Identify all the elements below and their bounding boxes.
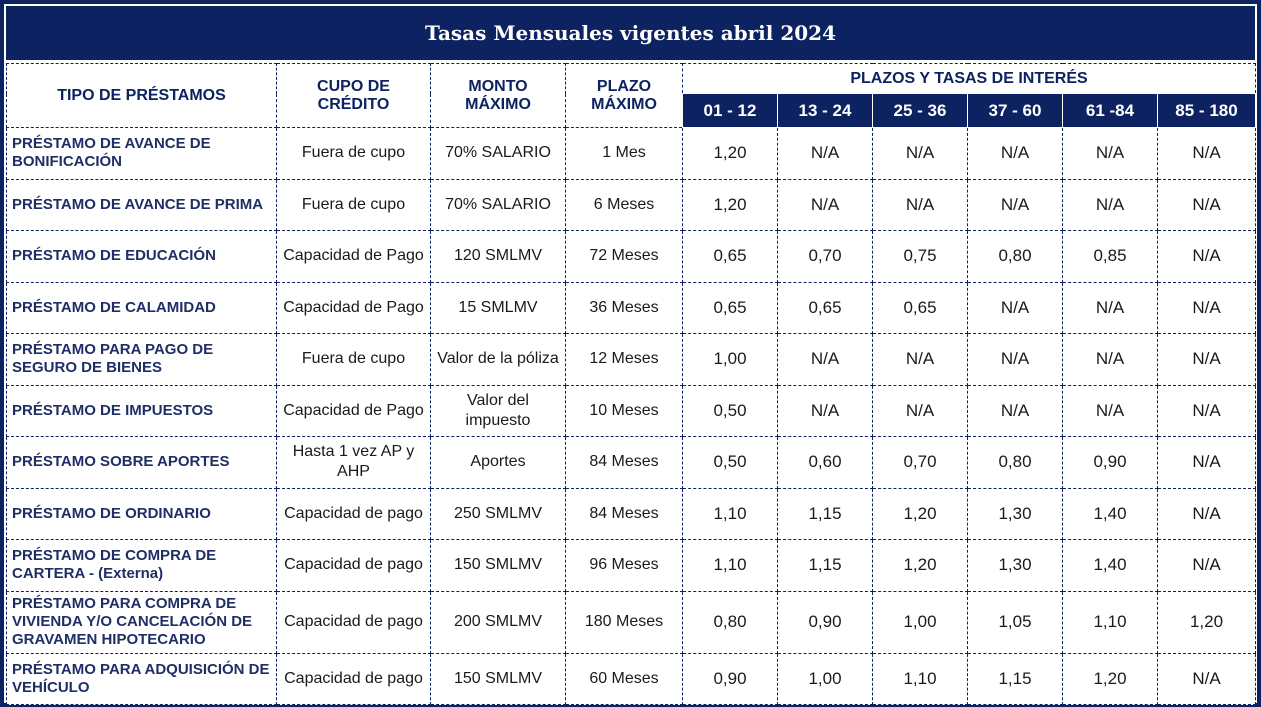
rate-cell: 1,00 [873,591,968,653]
monto-cell: 250 SMLMV [431,488,566,540]
header-plazo-range: 61 -84 [1063,94,1158,128]
rate-cell: N/A [1158,653,1256,705]
rate-cell: N/A [968,334,1063,386]
cupo-cell: Capacidad de pago [277,591,431,653]
header-plazo-range: 01 - 12 [683,94,778,128]
plazo-cell: 36 Meses [566,282,683,334]
rate-cell: 0,75 [873,231,968,283]
header-monto: MONTO MÁXIMO [431,64,566,128]
rate-cell: 0,90 [778,591,873,653]
table-container [4,4,1257,703]
table-row [7,334,1256,386]
rate-cell: N/A [778,385,873,437]
rate-cell: 1,20 [683,128,778,180]
plazo-cell: 84 Meses [566,437,683,489]
rate-cell: 0,90 [1063,437,1158,489]
rate-cell: 0,80 [683,591,778,653]
table-row [7,540,1256,592]
rate-cell: 1,40 [1063,488,1158,540]
loan-type-cell: PRÉSTAMO PARA COMPRA DE VIVIENDA Y/O CANCELACIÓN DE GRAVAMEN HIPOTECARIO [7,591,277,653]
rate-cell: N/A [1063,128,1158,180]
rate-cell: N/A [1158,231,1256,283]
table-row [7,128,1256,180]
rate-cell: N/A [873,128,968,180]
plazo-cell: 72 Meses [566,231,683,283]
rate-cell: N/A [1063,334,1158,386]
rate-cell: N/A [778,128,873,180]
rate-cell: N/A [1158,179,1256,231]
loan-type-cell: PRÉSTAMO PARA PAGO DE SEGURO DE BIENES [7,334,277,386]
rate-cell: 1,10 [1063,591,1158,653]
rate-cell: 0,65 [778,282,873,334]
loan-type-cell: PRÉSTAMO DE AVANCE DE BONIFICACIÓN [7,128,277,180]
loan-type-cell: PRÉSTAMO PARA ADQUISICIÓN DE VEHÍCULO [7,653,277,705]
monto-cell: 200 SMLMV [431,591,566,653]
loan-type-cell: PRÉSTAMO DE IMPUESTOS [7,385,277,437]
rate-cell: N/A [1063,282,1158,334]
header-plazo: PLAZO MÁXIMO [566,64,683,128]
rate-cell: 1,15 [968,653,1063,705]
rate-cell: N/A [873,385,968,437]
cupo-cell: Capacidad de pago [277,540,431,592]
rate-cell: 0,80 [968,437,1063,489]
rate-cell: N/A [1158,385,1256,437]
rate-cell: 1,15 [778,488,873,540]
monto-cell: 150 SMLMV [431,540,566,592]
table-row [7,282,1256,334]
rate-cell: N/A [1158,540,1256,592]
rate-cell: N/A [873,334,968,386]
rate-cell: N/A [968,282,1063,334]
rate-cell: 0,60 [778,437,873,489]
table-body [7,128,1256,705]
rate-cell: 0,65 [873,282,968,334]
rate-cell: 0,85 [1063,231,1158,283]
rate-cell: N/A [968,385,1063,437]
rate-cell: 0,50 [683,385,778,437]
plazo-cell: 10 Meses [566,385,683,437]
rate-cell: N/A [873,179,968,231]
loan-type-cell: PRÉSTAMO DE ORDINARIO [7,488,277,540]
cupo-cell: Fuera de cupo [277,179,431,231]
header-tasas: PLAZOS Y TASAS DE INTERÉS [683,64,1256,94]
monto-cell: 70% SALARIO [431,128,566,180]
rate-cell: N/A [1158,437,1256,489]
cupo-cell: Fuera de cupo [277,128,431,180]
header-plazo-range: 37 - 60 [968,94,1063,128]
rate-cell: 0,70 [778,231,873,283]
rate-cell: N/A [1158,334,1256,386]
rate-cell: 0,65 [683,282,778,334]
page-title: Tasas Mensuales vigentes abril 2024 [6,6,1255,63]
rate-cell: 1,05 [968,591,1063,653]
plazo-cell: 180 Meses [566,591,683,653]
plazo-cell: 84 Meses [566,488,683,540]
rates-table [6,63,1256,705]
rate-cell: 1,30 [968,488,1063,540]
monto-cell: Valor de la póliza [431,334,566,386]
plazo-cell: 1 Mes [566,128,683,180]
rate-cell: 0,65 [683,231,778,283]
cupo-cell: Capacidad de Pago [277,385,431,437]
loan-type-cell: PRÉSTAMO DE CALAMIDAD [7,282,277,334]
table-row [7,385,1256,437]
cupo-cell: Capacidad de pago [277,653,431,705]
rate-cell: 1,00 [778,653,873,705]
rate-cell: 1,10 [683,540,778,592]
rate-cell: N/A [1158,282,1256,334]
rate-cell: N/A [968,179,1063,231]
monto-cell: Valor del impuesto [431,385,566,437]
rate-cell: N/A [968,128,1063,180]
loan-type-cell: PRÉSTAMO SOBRE APORTES [7,437,277,489]
rate-cell: 1,20 [873,488,968,540]
monto-cell: 70% SALARIO [431,179,566,231]
header-cupo: CUPO DE CRÉDITO [277,64,431,128]
rate-cell: N/A [778,334,873,386]
table-row [7,437,1256,489]
rate-cell: 1,20 [1158,591,1256,653]
table-row [7,179,1256,231]
rate-cell: 1,20 [683,179,778,231]
cupo-cell: Fuera de cupo [277,334,431,386]
rate-cell: 1,30 [968,540,1063,592]
table-row [7,591,1256,653]
rate-cell: N/A [1158,128,1256,180]
plazo-cell: 12 Meses [566,334,683,386]
rate-cell: N/A [1158,488,1256,540]
loan-type-cell: PRÉSTAMO DE COMPRA DE CARTERA - (Externa) [7,540,277,592]
loan-type-cell: PRÉSTAMO DE EDUCACIÓN [7,231,277,283]
table-row [7,653,1256,705]
plazo-cell: 60 Meses [566,653,683,705]
rate-cell: 0,80 [968,231,1063,283]
monto-cell: 120 SMLMV [431,231,566,283]
plazo-cell: 6 Meses [566,179,683,231]
rate-cell: 0,70 [873,437,968,489]
monto-cell: 150 SMLMV [431,653,566,705]
cupo-cell: Capacidad de Pago [277,282,431,334]
rate-cell: N/A [1063,179,1158,231]
rate-cell: 1,00 [683,334,778,386]
cupo-cell: Hasta 1 vez AP y AHP [277,437,431,489]
rate-cell: N/A [778,179,873,231]
header-plazo-range: 25 - 36 [873,94,968,128]
plazo-cell: 96 Meses [566,540,683,592]
rate-cell: 1,40 [1063,540,1158,592]
rate-cell: 1,20 [1063,653,1158,705]
monto-cell: 15 SMLMV [431,282,566,334]
rate-cell: 0,50 [683,437,778,489]
rate-cell: 1,15 [778,540,873,592]
loan-type-cell: PRÉSTAMO DE AVANCE DE PRIMA [7,179,277,231]
cupo-cell: Capacidad de Pago [277,231,431,283]
rate-cell: 1,20 [873,540,968,592]
rate-cell: 1,10 [683,488,778,540]
table-row [7,231,1256,283]
header-plazo-range: 13 - 24 [778,94,873,128]
cupo-cell: Capacidad de pago [277,488,431,540]
table-row [7,488,1256,540]
rate-cell: N/A [1063,385,1158,437]
monto-cell: Aportes [431,437,566,489]
rate-cell: 0,90 [683,653,778,705]
header-plazo-range: 85 - 180 [1158,94,1256,128]
rate-cell: 1,10 [873,653,968,705]
header-tipo: TIPO DE PRÉSTAMOS [7,64,277,128]
